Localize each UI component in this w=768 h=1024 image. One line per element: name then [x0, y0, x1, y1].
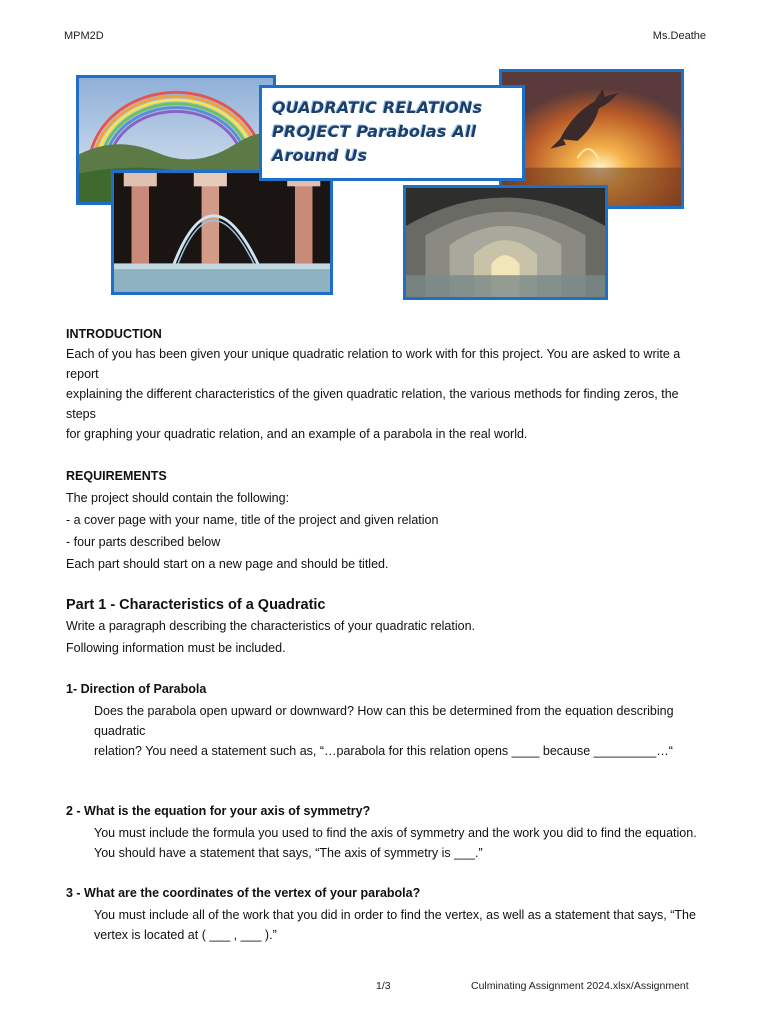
question-2-heading: 2 - What is the equation for your axis of symmetry?: [66, 804, 371, 818]
intro-heading: INTRODUCTION: [66, 327, 162, 341]
page-number: 1/3: [376, 980, 391, 992]
file-path: Culminating Assignment 2024.xlsx/Assignment: [471, 980, 689, 992]
fountain-photo: [111, 170, 333, 295]
banner-collage: [0, 0, 768, 310]
intro-line: for graphing your quadratic relation, and an example of a parabola in the real world.: [66, 427, 528, 441]
arched-tunnel-photo: [403, 185, 608, 300]
part1-line: Following information must be included.: [66, 641, 286, 655]
requirements-heading: REQUIREMENTS: [66, 469, 167, 483]
requirements-line: - four parts described below: [66, 535, 221, 549]
question-3-heading: 3 - What are the coordinates of the vertex of your parabola?: [66, 886, 421, 900]
question-3-line: You must include all of the work that you did in order to find the vertex, as well as a statement that says, “The: [94, 908, 696, 922]
project-title-line-3: Around Us: [272, 146, 368, 165]
requirements-line: - a cover page with your name, title of the project and given relation: [66, 513, 439, 527]
document-body: [66, 324, 706, 945]
question-2-line: You should have a statement that says, “The axis of symmetry is ___.”: [94, 846, 483, 860]
requirements-line: The project should contain the following:: [66, 491, 290, 505]
course-code: MPM2D: [64, 30, 104, 42]
part1-title: Part 1 - Characteristics of a Quadratic: [66, 597, 326, 613]
question-1-line: Does the parabola open upward or downward? How can this be determined from the equation describing quadratic: [94, 704, 674, 738]
requirements-line: Each part should start on a new page and should be titled.: [66, 557, 389, 571]
intro-line: Each of you has been given your unique quadratic relation to work with for this project. You are asked to write a report: [66, 347, 681, 381]
intro-line: explaining the different characteristics of the given quadratic relation, the various methods for finding zeros, the steps: [66, 387, 679, 421]
project-title-box: [259, 85, 525, 181]
part1-line: Write a paragraph describing the characteristics of your quadratic relation.: [66, 619, 476, 633]
teacher-name: Ms.Deathe: [652, 30, 706, 42]
question-3-line: vertex is located at ( ___ , ___ ).”: [94, 928, 277, 942]
project-title-line-1: QUADRATIC RELATIONs: [272, 98, 483, 117]
question-1-heading: 1- Direction of Parabola: [66, 682, 207, 696]
question-2-line: You must include the formula you used to find the axis of symmetry and the work you did to find the equation.: [94, 826, 697, 840]
project-title-line-2: PROJECT Parabolas All: [272, 122, 477, 141]
question-1-line: relation? You need a statement such as, “…parabola for this relation opens ____ because _________…“: [94, 744, 673, 758]
